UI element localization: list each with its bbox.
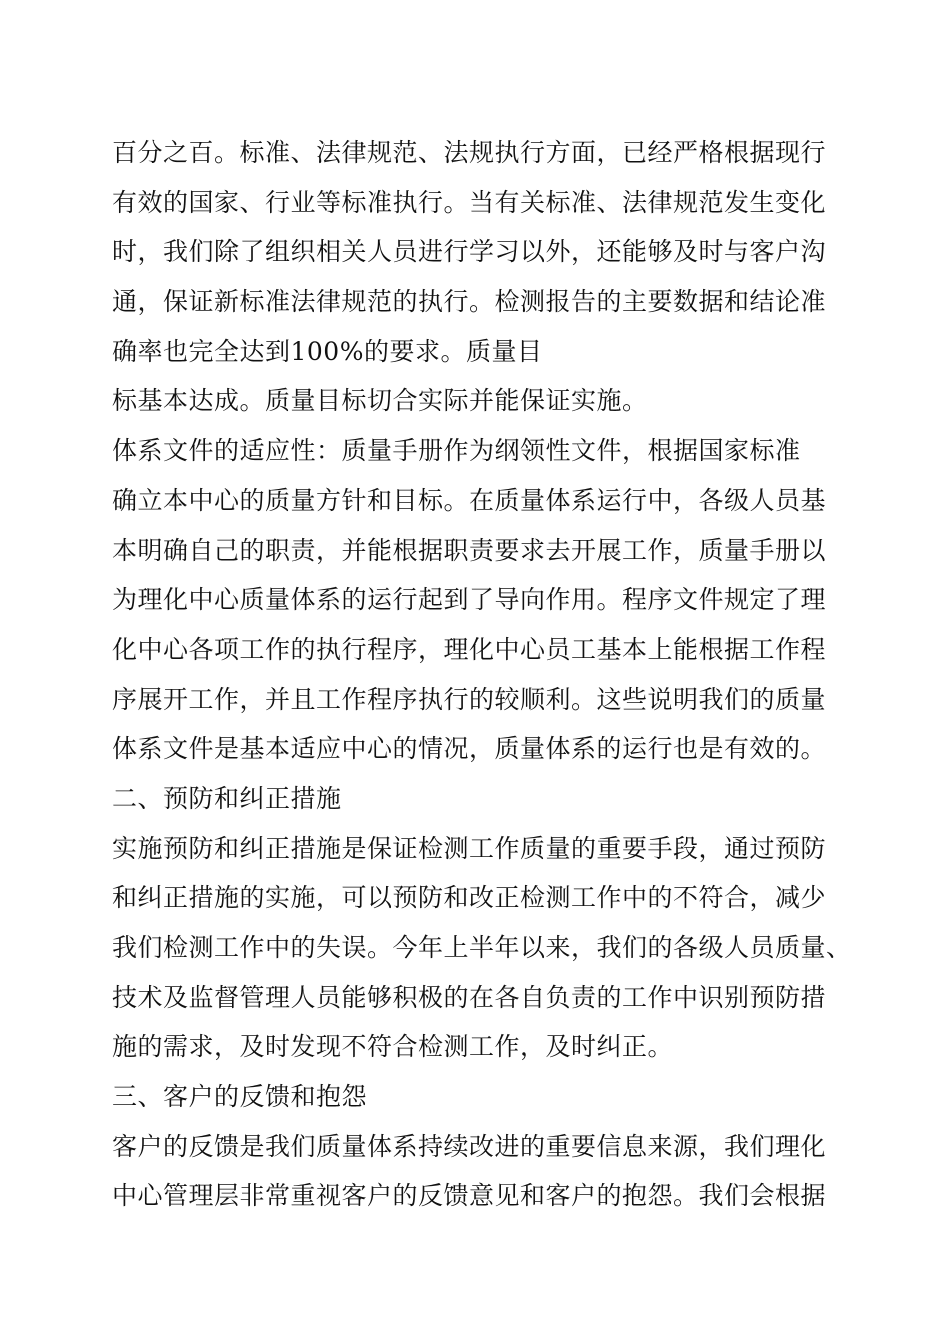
text-line: 有效的国家、行业等标准执行。当有关标准、法律规范发生变化 bbox=[112, 187, 827, 217]
document-body bbox=[112, 128, 872, 1221]
text-line: 时，我们除了组织相关人员进行学习以外，还能够及时与客户沟 bbox=[112, 237, 827, 267]
text-line: 中心管理层非常重视客户的反馈意见和客户的抱怨。我们会根据 bbox=[112, 1181, 827, 1211]
text-line: 客户的反馈是我们质量体系持续改进的重要信息来源，我们理化 bbox=[112, 1131, 827, 1161]
text-line: 标基本达成。质量目标切合实际并能保证实施。 bbox=[112, 386, 648, 416]
text-line: 体系文件的适应性：质量手册作为纲领性文件，根据国家标准 bbox=[112, 436, 801, 466]
text-line: 我们检测工作中的失误。今年上半年以来，我们的各级人员质量、 bbox=[112, 933, 852, 962]
text-line: 确立本中心的质量方针和目标。在质量体系运行中，各级人员基 bbox=[112, 485, 827, 515]
section-heading: 三、客户的反馈和抱怨 bbox=[112, 1082, 368, 1112]
text-line: 本明确自己的职责，并能根据职责要求去开展工作，质量手册以 bbox=[112, 535, 827, 565]
text-line: 体系文件是基本适应中心的情况，质量体系的运行也是有效的。 bbox=[112, 734, 827, 764]
text-line: 化中心各项工作的执行程序，理化中心员工基本上能根据工作程 bbox=[112, 634, 827, 664]
text-line: 为理化中心质量体系的运行起到了导向作用。程序文件规定了理 bbox=[112, 585, 827, 615]
text-line: 和纠正措施的实施，可以预防和改正检测工作中的不符合，减少 bbox=[112, 883, 827, 913]
text-line: 实施预防和纠正措施是保证检测工作质量的重要手段，通过预防 bbox=[112, 833, 827, 863]
text-line: 确率也完全达到100%的要求。质量目 bbox=[112, 336, 543, 366]
text-line: 通，保证新标准法律规范的执行。检测报告的主要数据和结论准 bbox=[112, 287, 827, 317]
text-line: 施的需求，及时发现不符合检测工作，及时纠正。 bbox=[112, 1032, 674, 1062]
text-line: 序展开工作，并且工作程序执行的较顺利。这些说明我们的质量 bbox=[112, 684, 827, 714]
section-heading: 二、预防和纠正措施 bbox=[112, 783, 342, 813]
text-line: 百分之百。标准、法律规范、法规执行方面，已经严格根据现行 bbox=[112, 138, 827, 167]
text-line: 技术及监督管理人员能够积极的在各自负责的工作中识别预防措 bbox=[112, 982, 827, 1012]
